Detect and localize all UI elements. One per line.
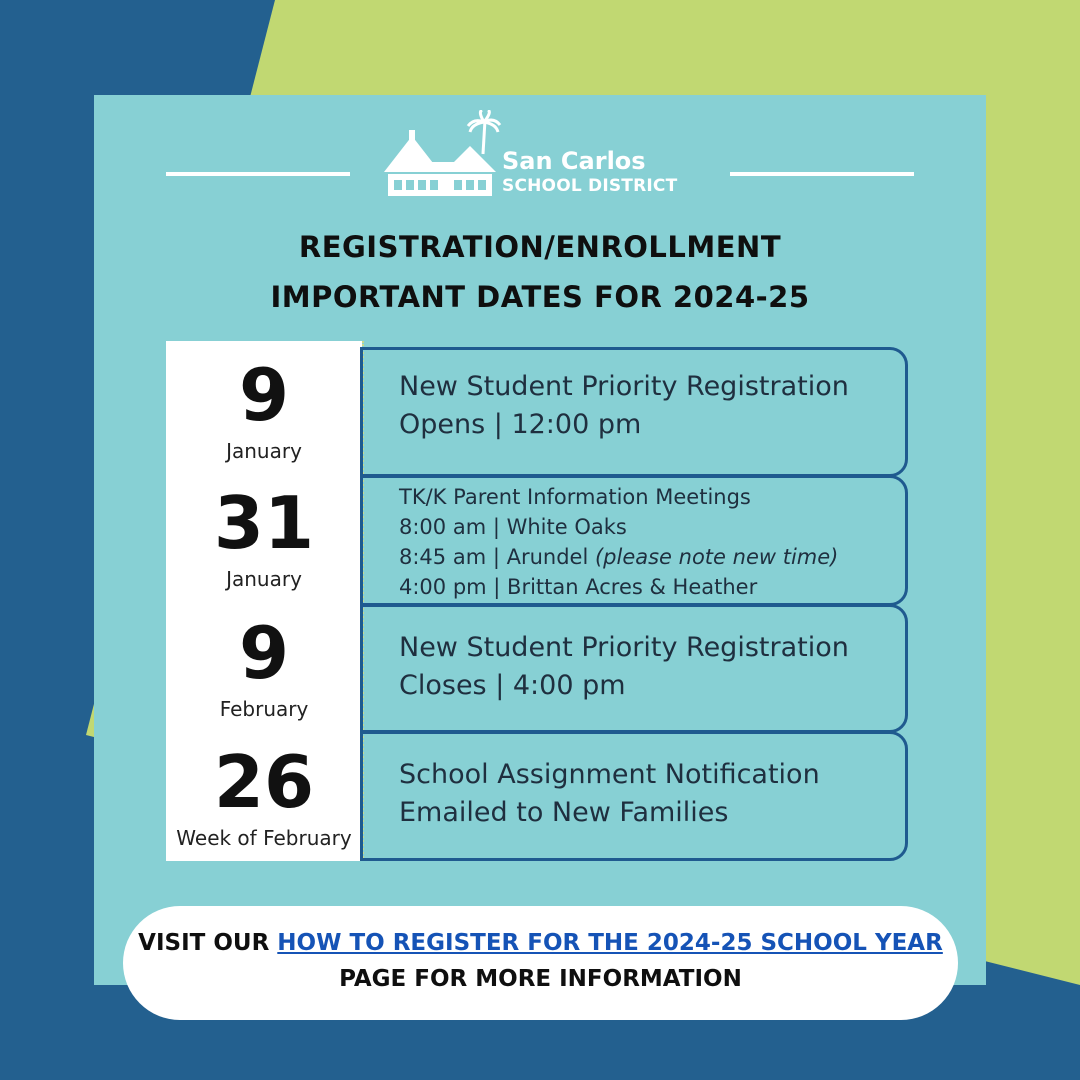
date-day: 9 bbox=[238, 611, 290, 695]
date-month: February bbox=[219, 697, 309, 721]
date-block-3 bbox=[166, 599, 362, 727]
page-title-line2: IMPORTANT DATES FOR 2024-25 bbox=[270, 280, 810, 314]
logo-text-district: SCHOOL DISTRICT bbox=[502, 176, 678, 196]
event-description bbox=[399, 756, 895, 832]
event-line: TK/K Parent Information Meetings bbox=[399, 485, 751, 509]
event-line: New Student Priority Registration bbox=[399, 371, 849, 402]
event-card-3 bbox=[360, 604, 908, 733]
date-block-4 bbox=[166, 728, 362, 856]
event-line: Opens | 12:00 pm bbox=[399, 409, 642, 440]
cta-line1: VISIT OUR HOW TO REGISTER FOR THE 2024-25 SCHOOL YEAR bbox=[138, 930, 943, 956]
page-title-line1: REGISTRATION/ENROLLMENT bbox=[298, 230, 782, 264]
event-line: Closes | 4:00 pm bbox=[399, 670, 626, 701]
date-day: 31 bbox=[213, 481, 315, 565]
call-to-action-banner bbox=[123, 906, 958, 1020]
cta-line2: PAGE FOR MORE INFORMATION bbox=[339, 966, 742, 992]
date-column bbox=[166, 341, 362, 861]
event-card-4 bbox=[360, 731, 908, 861]
event-description bbox=[399, 482, 895, 602]
event-description bbox=[399, 368, 895, 444]
date-block-1 bbox=[166, 341, 362, 469]
date-day: 9 bbox=[238, 353, 290, 437]
event-line: 8:45 am | Arundel (please note new time) bbox=[399, 545, 839, 569]
date-month: January bbox=[226, 439, 302, 463]
date-month: January bbox=[226, 567, 302, 591]
event-description bbox=[399, 629, 895, 705]
divider-left bbox=[166, 172, 350, 176]
date-block-2 bbox=[166, 469, 362, 597]
event-card-1 bbox=[360, 347, 908, 477]
date-day: 26 bbox=[213, 740, 315, 824]
event-line: School Assignment Notification bbox=[399, 759, 820, 790]
event-card-2 bbox=[360, 475, 908, 606]
date-month: Week of February bbox=[176, 826, 352, 850]
event-line: 8:00 am | White Oaks bbox=[399, 515, 627, 539]
event-line: New Student Priority Registration bbox=[399, 632, 849, 663]
event-note: (please note new time) bbox=[594, 545, 839, 569]
how-to-register-link[interactable]: HOW TO REGISTER FOR THE 2024-25 SCHOOL YEAR bbox=[277, 930, 943, 956]
event-line: 4:00 pm | Brittan Acres & Heather bbox=[399, 575, 758, 599]
logo-text-name: San Carlos bbox=[502, 147, 646, 175]
divider-right bbox=[730, 172, 914, 176]
event-line: Emailed to New Families bbox=[399, 797, 729, 828]
